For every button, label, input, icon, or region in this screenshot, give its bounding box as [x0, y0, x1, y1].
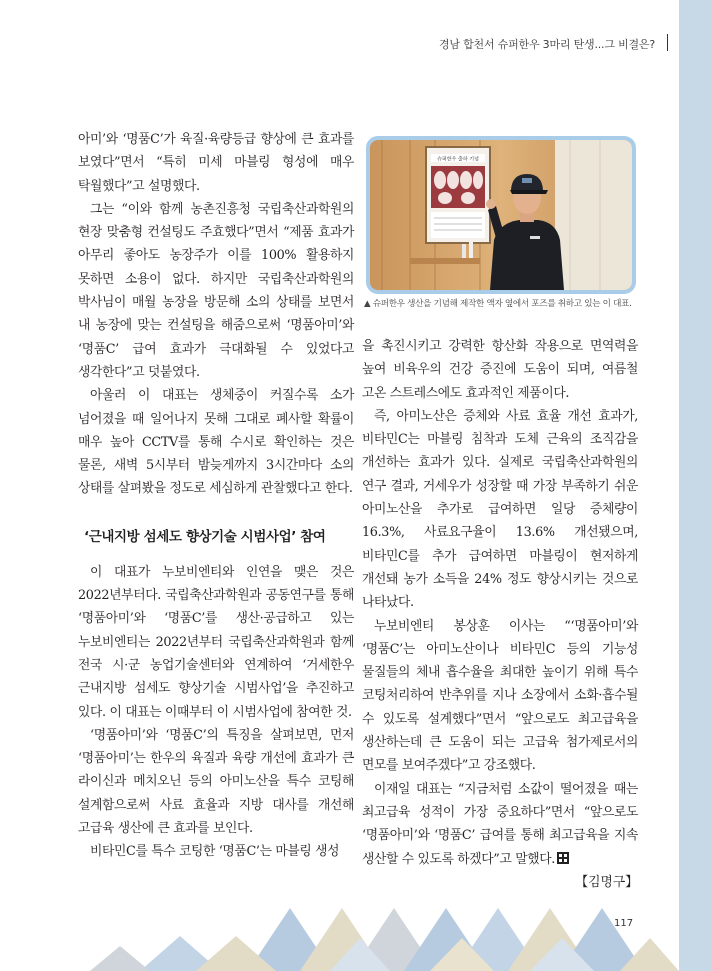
byline: 【김명구】	[575, 874, 638, 890]
left-paragraph-1: 아미’와 ‘명품C’가 육질·육량등급 향상에 큰 효과를 보였다”면서 “특히 미세 마블링 형성에 매우 탁월했다”고 설명했다.	[78, 132, 354, 194]
right-paragraph-1: 을 촉진시키고 강력한 항산화 작용으로 면역력을 높여 비육우의 건강 증진에 도움이 되며, 여름철 고온 스트레스에도 효과적인 제품이다.	[362, 339, 638, 401]
right-paragraph-4-text: 이재일 대표는 “지금처럼 소값이 떨어졌을 때는 최고급육 성적이 가장 중요하다”면서 “앞으로도 ‘명품아미’와 ‘명품C’ 급여를 통해 최고급육을 지속 생산할 수 있도록 하겠다”고 말했다.	[362, 781, 638, 867]
running-head-rule	[667, 34, 669, 51]
left-paragraph-3: 아울러 이 대표는 생체중이 커질수록 소가 넘어졌을 때 일어나지 못해 그대로 폐사할 확률이 매우 높아 CCTV를 통해 수시로 확인하는 것은 물론, 새벽 5시부터 밤늦게까지 3시간마다 소의 상태를 살펴봤을 정도로 세심하게 관찰했다고 한다.	[78, 388, 354, 497]
right-column	[362, 335, 638, 894]
right-paragraph-2: 즉, 아미노산은 증체와 사료 효율 개선 효과가, 비타민C는 마블링 침착과 도체 근육의 조직감을 개선하는 효과가 있다. 실제로 국립축산과학원의 연구 결과, 거세우가 성장할 때 가장 부족하기 쉬운 아미노산을 추가로 급여하면 일당 증체량이 16.3%, 사료요구율이 13.6% 개선됐으며, 비타민C를 추가 급여하면 마블링이 현저하게 개선돼 농가 소득을 24% 정도 향상시키는 것으로 나타났다.	[362, 408, 638, 611]
left-paragraph-4: 이 대표가 누보비엔티와 인연을 맺은 것은 2022년부터다. 국립축산과학원과 공동연구를 통해 ‘명품아미’와 ‘명품C’를 생산·공급하고 있는 누보비엔티는 2022년부터 국립축산과학원과 함께 전국 시·군 농업기술센터와 연계하여 ‘거세한우 근내지방 섬세도 향상기술 시범사업’을 추진하고 있다. 이 대표는 이때부터 이 시범사업에 참여한 것.	[78, 564, 354, 720]
end-mark-icon	[557, 852, 569, 864]
frame-title: 슈퍼한우 출하 기념	[437, 156, 479, 163]
side-color-strip	[679, 0, 711, 971]
photo-illustration	[370, 140, 632, 290]
section-subheading: ‘근내지방 섬세도 향상기술 시범사업’ 참여	[84, 528, 326, 545]
right-paragraph-3: 누보비엔티 봉상훈 이사는 “‘명품아미’와 ‘명품C’는 아미노산이나 비타민C 등의 기능성 물질들의 체내 흡수율을 최대한 높이기 위해 특수 코팅처리하여 반추위를 지나 소장에서 소화·흡수될 수 있도록 설계했다”면서 “앞으로도 최고급육을 생산하는데 큰 도움이 되는 고급육 첨가제로서의 면모를 보여주겠다”고 강조했다.	[362, 618, 638, 774]
photo-caption: ▲ 슈퍼한우 생산을 기념해 제작한 액자 옆에서 포즈를 취하고 있는 이 대표.	[364, 299, 632, 309]
article-photo	[366, 136, 636, 294]
running-head-text: 경남 합천서 슈퍼한우 3마리 탄생...그 비결은?	[438, 38, 655, 51]
left-paragraph-2: 그는 “이와 함께 농촌진흥청 국립축산과학원의 현장 맞춤형 컨설팅도 주효했다”면서 “제품 효과가 아무리 좋아도 농장주가 이를 100% 활용하지 못하면 소용이 없다. 하지만 국립축산과학원의 박사님이 매월 농장을 방문해 소의 상태를 보면서 내 농장에 맞는 컨설팅을 해줌으로써 ‘명품아미’와 ‘명품C’ 급여 효과가 극대화될 수 있었다고 생각한다”고 덧붙였다.	[78, 201, 354, 380]
left-paragraph-5: ‘명품아미’와 ‘명품C’의 특징을 살펴보면, 먼저 ‘명품아미’는 한우의 육질과 육량 개선에 효과가 큰 라이신과 메치오닌 등의 아미노산을 특수 코팅해 설계함으로써 사료 효율과 지방 대사를 개선해 고급육 생산에 큰 효과를 보인다.	[78, 727, 354, 837]
running-head	[439, 36, 655, 52]
right-paragraph-4	[362, 778, 638, 871]
left-column	[78, 128, 354, 864]
left-paragraph-6: 비타민C를 특수 코팅한 ‘명품C’는 마블링 생성	[90, 844, 340, 860]
decorative-triangle-band	[0, 880, 679, 971]
page-number: 117	[614, 918, 634, 929]
